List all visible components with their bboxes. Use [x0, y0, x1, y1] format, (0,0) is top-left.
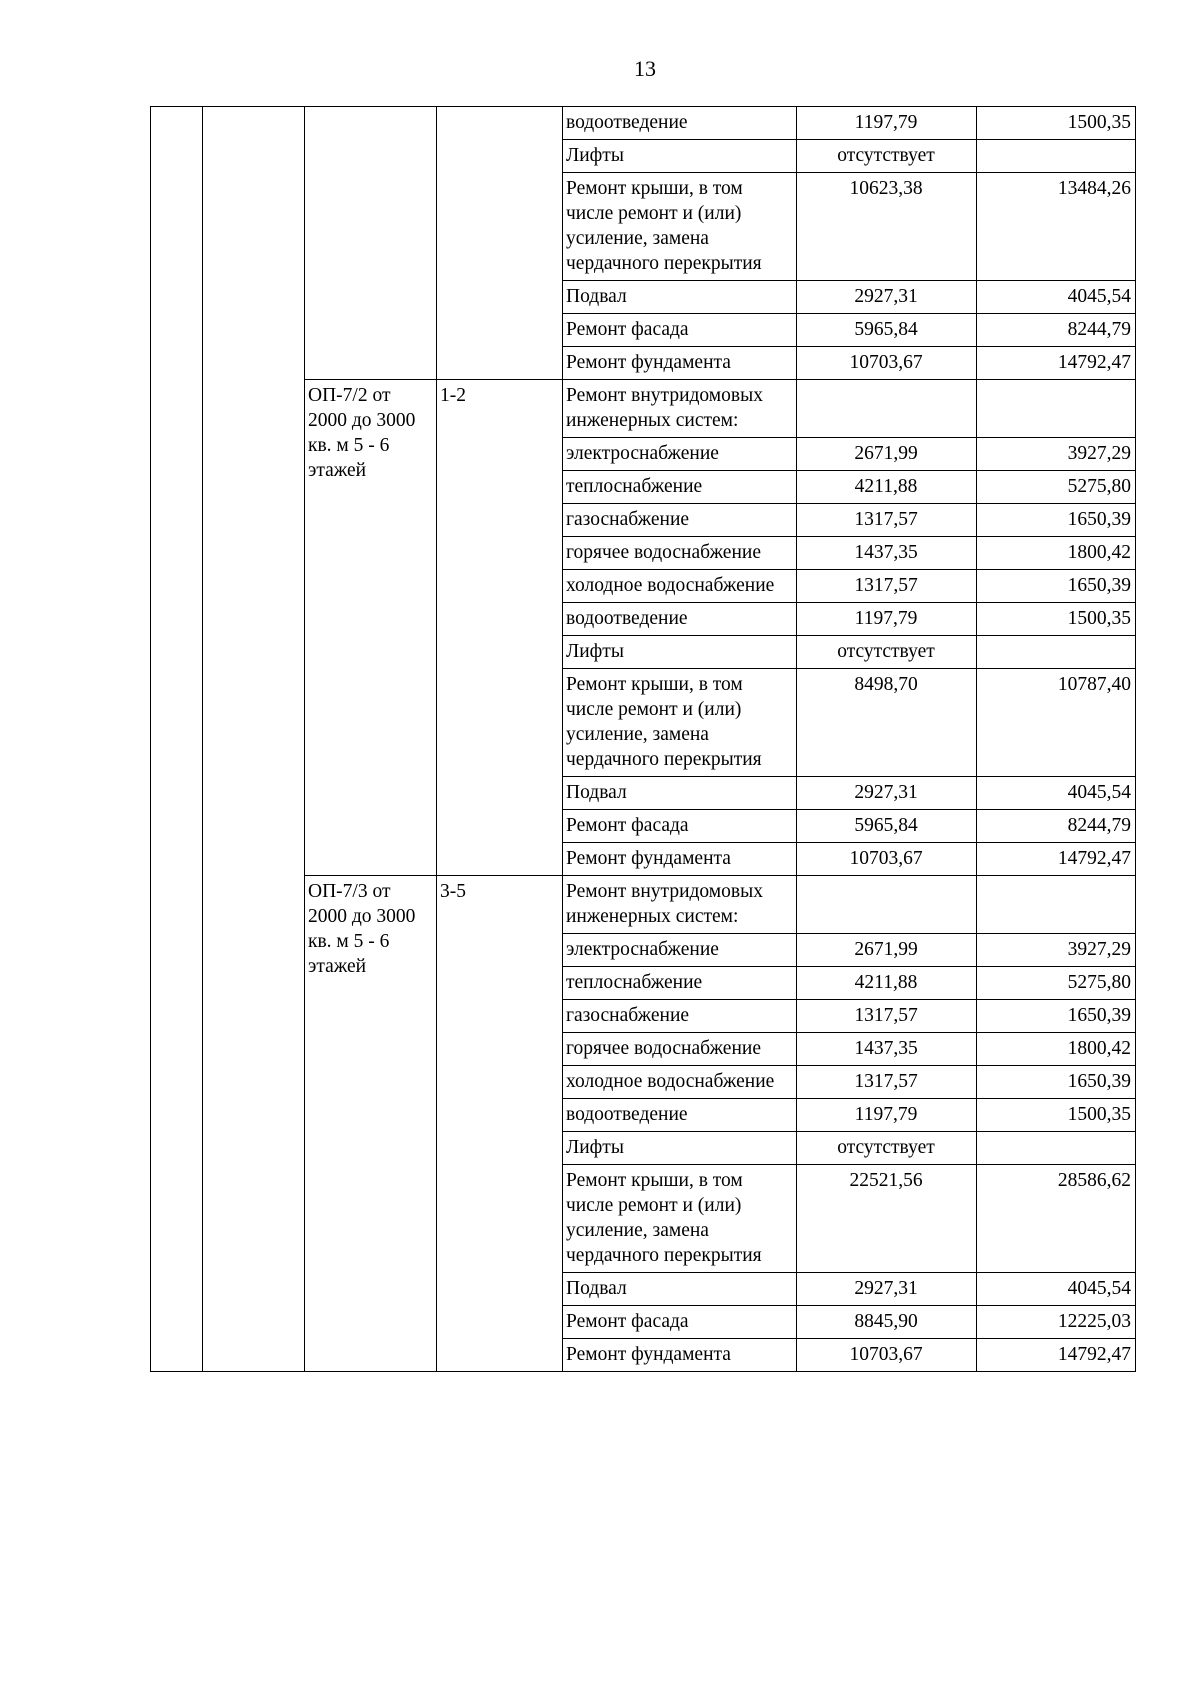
max-cost: 1800,42 [977, 537, 1136, 570]
max-cost: 4045,54 [977, 281, 1136, 314]
blank-column-1 [151, 107, 203, 1372]
work-description: Ремонт фасада [563, 810, 797, 843]
max-cost [977, 1132, 1136, 1165]
max-cost [977, 876, 1136, 934]
min-cost: 1197,79 [797, 1099, 977, 1132]
min-cost: 5965,84 [797, 314, 977, 347]
min-cost [797, 876, 977, 934]
max-cost: 28586,62 [977, 1165, 1136, 1273]
min-cost: отсутствует [797, 1132, 977, 1165]
building-type-cell: ОП-7/3 от 2000 до 3000 кв. м 5 - 6 этажей [305, 876, 437, 1372]
work-description: теплоснабжение [563, 471, 797, 504]
min-cost: 8498,70 [797, 669, 977, 777]
min-cost: 2671,99 [797, 934, 977, 967]
work-description: электроснабжение [563, 438, 797, 471]
work-description: газоснабжение [563, 1000, 797, 1033]
work-description: Ремонт внутридомовых инженерных систем: [563, 380, 797, 438]
table-row [151, 107, 1136, 140]
work-description: горячее водоснабжение [563, 1033, 797, 1066]
max-cost [977, 380, 1136, 438]
max-cost: 14792,47 [977, 1339, 1136, 1372]
work-description: Ремонт фасада [563, 314, 797, 347]
cost-table [150, 106, 1136, 1372]
min-cost: 1197,79 [797, 107, 977, 140]
work-description: Ремонт внутридомовых инженерных систем: [563, 876, 797, 934]
max-cost: 1650,39 [977, 1000, 1136, 1033]
work-description: холодное водоснабжение [563, 570, 797, 603]
max-cost: 1650,39 [977, 504, 1136, 537]
max-cost: 1650,39 [977, 570, 1136, 603]
max-cost: 1500,35 [977, 107, 1136, 140]
min-cost: 2927,31 [797, 777, 977, 810]
work-description: Подвал [563, 281, 797, 314]
max-cost [977, 140, 1136, 173]
work-description: Ремонт крыши, в том числе ремонт и (или) усиление, замена чердачного перекрытия [563, 1165, 797, 1273]
min-cost: 5965,84 [797, 810, 977, 843]
min-cost: 1317,57 [797, 1000, 977, 1033]
work-description: Ремонт фундамента [563, 843, 797, 876]
work-description: Ремонт фундамента [563, 347, 797, 380]
max-cost: 4045,54 [977, 1273, 1136, 1306]
max-cost: 10787,40 [977, 669, 1136, 777]
min-cost: 10703,67 [797, 1339, 977, 1372]
max-cost: 1800,42 [977, 1033, 1136, 1066]
min-cost: отсутствует [797, 140, 977, 173]
min-cost: 10623,38 [797, 173, 977, 281]
min-cost: 2927,31 [797, 1273, 977, 1306]
work-description: Лифты [563, 636, 797, 669]
min-cost: 1437,35 [797, 1033, 977, 1066]
min-cost: отсутствует [797, 636, 977, 669]
max-cost: 5275,80 [977, 967, 1136, 1000]
work-description: Подвал [563, 777, 797, 810]
min-cost: 10703,67 [797, 347, 977, 380]
max-cost [977, 636, 1136, 669]
min-cost: 8845,90 [797, 1306, 977, 1339]
work-description: Подвал [563, 1273, 797, 1306]
min-cost: 1317,57 [797, 570, 977, 603]
max-cost: 3927,29 [977, 934, 1136, 967]
min-cost: 1317,57 [797, 504, 977, 537]
min-cost: 2927,31 [797, 281, 977, 314]
work-description: Ремонт фасада [563, 1306, 797, 1339]
min-cost: 1197,79 [797, 603, 977, 636]
floor-range-cell [437, 107, 563, 380]
max-cost: 5275,80 [977, 471, 1136, 504]
max-cost: 1500,35 [977, 1099, 1136, 1132]
min-cost: 4211,88 [797, 967, 977, 1000]
work-description: теплоснабжение [563, 967, 797, 1000]
work-description: водоотведение [563, 603, 797, 636]
min-cost: 22521,56 [797, 1165, 977, 1273]
max-cost: 12225,03 [977, 1306, 1136, 1339]
work-description: водоотведение [563, 1099, 797, 1132]
work-description: Ремонт крыши, в том числе ремонт и (или) усиление, замена чердачного перекрытия [563, 173, 797, 281]
max-cost: 8244,79 [977, 314, 1136, 347]
work-description: водоотведение [563, 107, 797, 140]
work-description: электроснабжение [563, 934, 797, 967]
min-cost: 1317,57 [797, 1066, 977, 1099]
cost-table-body [151, 107, 1136, 1372]
max-cost: 3927,29 [977, 438, 1136, 471]
max-cost: 1650,39 [977, 1066, 1136, 1099]
work-description: Ремонт фундамента [563, 1339, 797, 1372]
max-cost: 1500,35 [977, 603, 1136, 636]
floor-range-cell: 3-5 [437, 876, 563, 1372]
min-cost: 10703,67 [797, 843, 977, 876]
min-cost [797, 380, 977, 438]
max-cost: 14792,47 [977, 347, 1136, 380]
min-cost: 4211,88 [797, 471, 977, 504]
work-description: горячее водоснабжение [563, 537, 797, 570]
max-cost: 13484,26 [977, 173, 1136, 281]
work-description: Лифты [563, 1132, 797, 1165]
building-type-cell: ОП-7/2 от 2000 до 3000 кв. м 5 - 6 этажей [305, 380, 437, 876]
floor-range-cell: 1-2 [437, 380, 563, 876]
blank-column-2 [203, 107, 305, 1372]
max-cost: 4045,54 [977, 777, 1136, 810]
page-number: 13 [634, 56, 656, 81]
work-description: газоснабжение [563, 504, 797, 537]
min-cost: 1437,35 [797, 537, 977, 570]
work-description: Ремонт крыши, в том числе ремонт и (или) усиление, замена чердачного перекрытия [563, 669, 797, 777]
max-cost: 14792,47 [977, 843, 1136, 876]
work-description: Лифты [563, 140, 797, 173]
work-description: холодное водоснабжение [563, 1066, 797, 1099]
min-cost: 2671,99 [797, 438, 977, 471]
max-cost: 8244,79 [977, 810, 1136, 843]
building-type-cell [305, 107, 437, 380]
